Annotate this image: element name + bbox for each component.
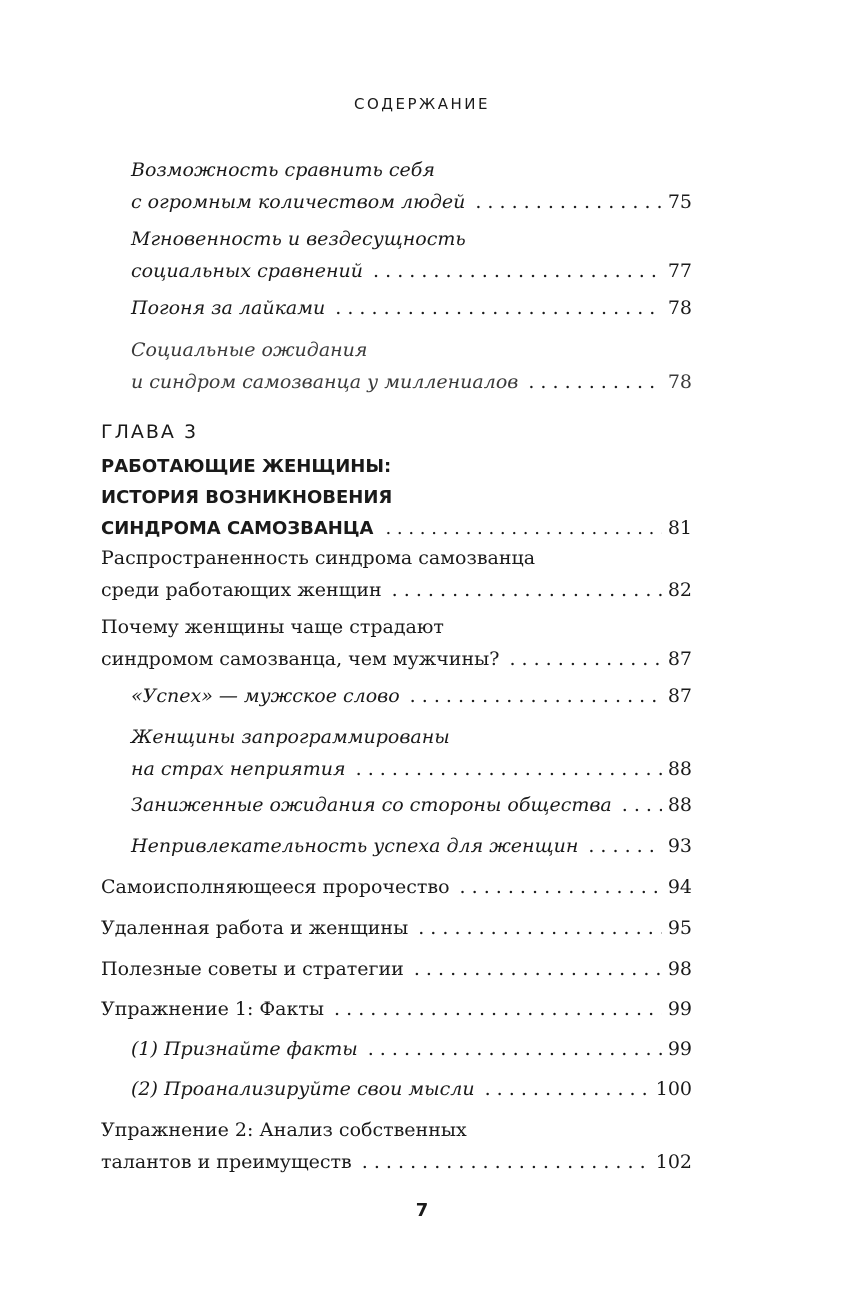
dot-leader (475, 186, 661, 218)
page-number: 77 (667, 260, 692, 282)
toc-entry-line: среди работающих женщин (101, 579, 382, 601)
toc-entry-line: Полезные советы и стратегии (101, 958, 404, 980)
toc-entry-line: Самоисполняющееся пророчество (101, 876, 450, 898)
toc-entry (131, 789, 692, 821)
toc-entry (131, 223, 692, 287)
dot-leader (509, 643, 661, 675)
toc-entry (101, 1114, 692, 1178)
dot-leader (373, 255, 662, 287)
toc-entry (101, 871, 692, 903)
toc-entry (131, 680, 692, 712)
dot-leader (392, 574, 662, 606)
page-number: 87 (667, 685, 692, 707)
page-number: 78 (667, 297, 692, 319)
dot-leader (410, 680, 662, 712)
toc-entry (131, 721, 692, 785)
chapter-number: ГЛАВА 3 (101, 421, 199, 443)
page-number: 93 (667, 835, 692, 857)
page-number: 88 (667, 758, 692, 780)
dot-leader (588, 830, 661, 862)
dot-leader (418, 912, 662, 944)
toc-entry-line: Непривлекательность успеха для женщин (131, 835, 579, 857)
chapter-title-line: ИСТОРИЯ ВОЗНИКНОВЕНИЯ (101, 487, 393, 508)
toc-entry-line: Возможность сравнить себя (131, 159, 435, 181)
toc-entry-line: (1) Признайте факты (131, 1038, 358, 1060)
toc-entry-line: Социальные ожидания (131, 339, 368, 361)
toc-entry (101, 611, 692, 675)
page-number: 87 (667, 648, 692, 670)
dot-leader (528, 366, 661, 398)
dot-leader (460, 871, 662, 903)
toc-entry (101, 542, 692, 606)
toc-entry-line: с огромным количеством людей (131, 191, 466, 213)
page-number: 99 (667, 998, 692, 1020)
page-number: 99 (667, 1038, 692, 1060)
toc-entry-line: Упражнение 2: Анализ собственных (101, 1119, 467, 1141)
chapter-title-line: СИНДРОМА САМОЗВАНЦА (101, 518, 374, 539)
toc-entry-line: Удаленная работа и женщины (101, 917, 409, 939)
dot-leader (335, 292, 662, 324)
toc-entry-line: Заниженные ожидания со стороны общества (131, 794, 612, 816)
toc-entry-line: (2) Проанализируйте свои мысли (131, 1078, 475, 1100)
toc-entry (101, 993, 692, 1025)
page-number: 78 (667, 371, 692, 393)
dot-leader (334, 993, 662, 1025)
toc-entry-line: Женщины запрограммированы (131, 726, 450, 748)
toc-entry-line: Упражнение 1: Факты (101, 998, 325, 1020)
dot-leader (368, 1033, 662, 1065)
toc-entry-line: на страх неприятия (131, 758, 346, 780)
dot-leader (414, 953, 662, 985)
chapter-title (101, 451, 692, 544)
page-number: 102 (655, 1151, 692, 1173)
toc-entry-line: «Успех» — мужское слово (131, 685, 400, 707)
chapter-title-line: РАБОТАЮЩИЕ ЖЕНЩИНЫ: (101, 456, 392, 477)
page-number: 75 (667, 191, 692, 213)
toc-entry-line: Погоня за лайками (131, 297, 326, 319)
page-number: 98 (667, 958, 692, 980)
dot-leader (356, 753, 662, 785)
toc-entry-line: и синдром самозванца у миллениалов (131, 371, 519, 393)
toc-entry (131, 154, 692, 218)
page-number: 88 (667, 794, 692, 816)
dot-leader (485, 1073, 650, 1105)
toc-entry-line: Почему женщины чаще страдают (101, 616, 444, 638)
toc-entry-line: Распространенность синдрома самозванца (101, 547, 536, 569)
page-number: 95 (667, 917, 692, 939)
toc-entry (131, 830, 692, 862)
toc-entry (101, 953, 692, 985)
toc-entry-line: синдромом самозванца, чем мужчины? (101, 648, 500, 670)
toc-entry-line: талантов и преимуществ (101, 1151, 352, 1173)
dot-leader (385, 513, 661, 544)
toc-entry (101, 912, 692, 944)
page-number: 94 (667, 876, 692, 898)
toc-entry-line: Мгновенность и вездесущность (131, 228, 466, 250)
page-number: 82 (667, 579, 692, 601)
page-number: 81 (667, 517, 692, 539)
toc-entry (131, 292, 692, 324)
dot-leader (362, 1146, 650, 1178)
toc-entry (131, 1073, 692, 1105)
toc-entry-line: социальных сравнений (131, 260, 364, 282)
running-head: СОДЕРЖАНИЕ (354, 95, 490, 113)
page-folio: 7 (415, 1200, 429, 1221)
dot-leader (622, 789, 662, 821)
toc-entry (131, 334, 692, 398)
toc-entry (131, 1033, 692, 1065)
page-number: 100 (655, 1078, 692, 1100)
